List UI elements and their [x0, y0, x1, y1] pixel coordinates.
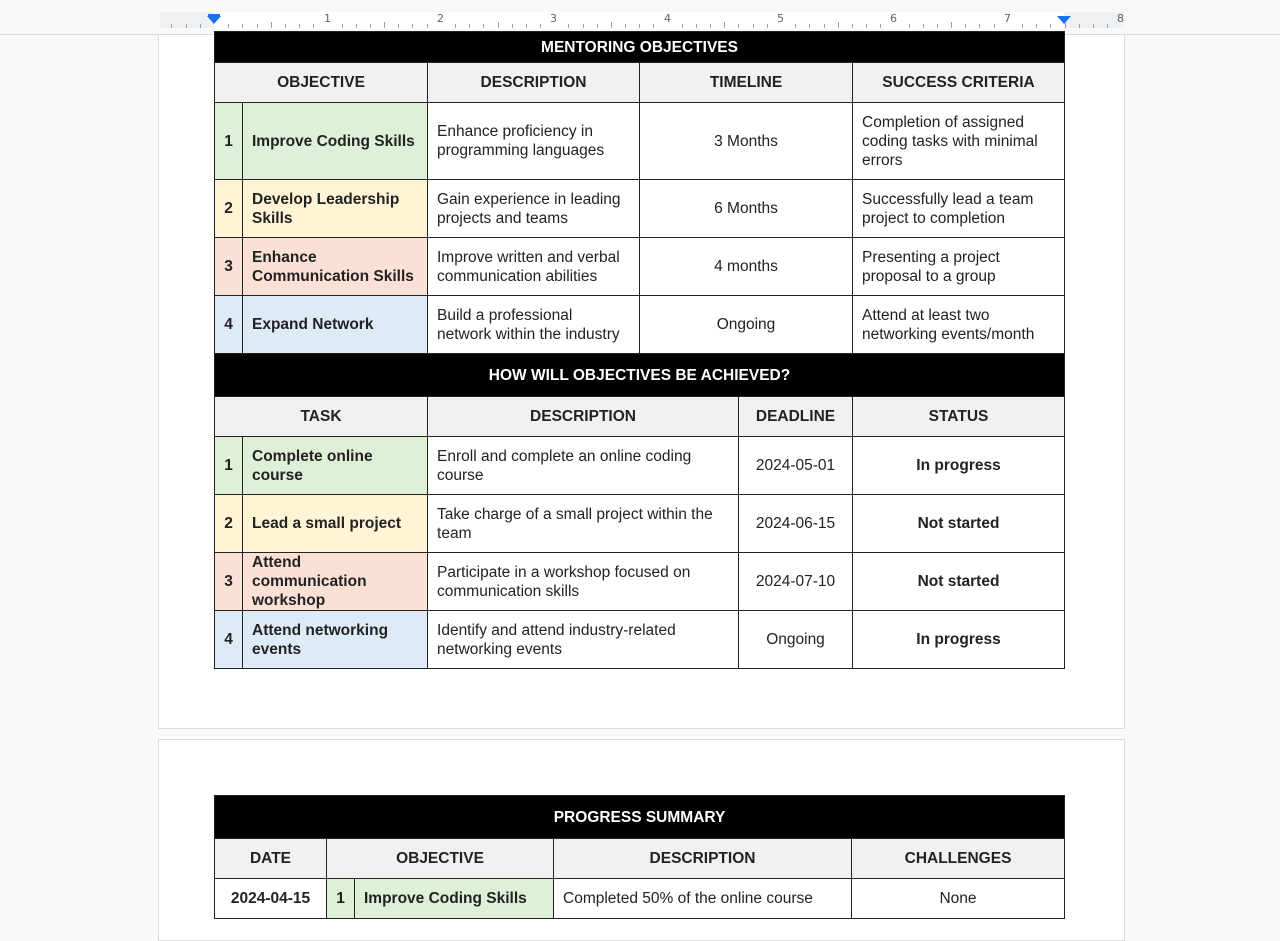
description-cell[interactable]: Take charge of a small project within the team — [428, 495, 739, 553]
ruler-number: 5 — [777, 12, 784, 25]
ruler-tick — [965, 24, 966, 28]
description-cell[interactable]: Participate in a workshop focused on communication skills — [428, 553, 739, 611]
ruler-tick — [568, 24, 569, 28]
ruler-tick — [880, 24, 881, 28]
ruler-tick — [483, 24, 484, 28]
challenges-cell[interactable]: None — [852, 879, 1065, 919]
ruler-tick — [384, 22, 385, 28]
ruler-tick — [200, 24, 201, 28]
ruler-tick — [370, 24, 371, 28]
ruler-number: 7 — [1004, 12, 1011, 25]
ruler-number: 4 — [664, 12, 671, 25]
row-number[interactable]: 2 — [215, 495, 243, 553]
left-indent-marker-icon[interactable] — [207, 16, 221, 24]
ruler-tick — [937, 24, 938, 28]
status-cell[interactable]: In progress — [853, 437, 1065, 495]
objective-name[interactable]: Improve Coding Skills — [355, 879, 554, 919]
ruler-tick — [242, 24, 243, 28]
date-cell[interactable]: 2024-04-15 — [215, 879, 327, 919]
ruler-tick — [526, 24, 527, 28]
ruler-tick — [412, 24, 413, 28]
column-header[interactable]: OBJECTIVE — [215, 63, 428, 103]
column-header[interactable]: TASK — [215, 397, 428, 437]
ruler-tick — [738, 24, 739, 28]
objective-name[interactable]: Enhance Communication Skills — [243, 238, 428, 296]
status-cell[interactable]: Not started — [853, 495, 1065, 553]
ruler-tick — [1093, 24, 1094, 28]
description-cell[interactable]: Enroll and complete an online coding course — [428, 437, 739, 495]
horizontal-ruler[interactable] — [0, 0, 1280, 35]
ruler-tick — [639, 24, 640, 28]
ruler-tick — [852, 24, 853, 28]
ruler-tick — [682, 24, 683, 28]
column-header[interactable]: DESCRIPTION — [554, 839, 852, 879]
ruler-tick — [171, 24, 172, 28]
column-header[interactable]: OBJECTIVE — [327, 839, 554, 879]
ruler-tick — [979, 24, 980, 28]
row-number[interactable]: 1 — [215, 103, 243, 180]
ruler-tick — [923, 24, 924, 28]
ruler-tick — [597, 24, 598, 28]
ruler-tick — [427, 24, 428, 28]
timeline-cell[interactable]: 3 Months — [640, 103, 853, 180]
table-row — [215, 296, 1065, 354]
task-name[interactable]: Lead a small project — [243, 495, 428, 553]
ruler-tick — [866, 24, 867, 28]
ruler-number: 2 — [437, 12, 444, 25]
description-cell[interactable]: Gain experience in leading projects and teams — [428, 180, 640, 238]
status-cell[interactable]: In progress — [853, 611, 1065, 669]
ruler-tick — [285, 24, 286, 28]
ruler-tick — [313, 24, 314, 28]
ruler-tick — [512, 24, 513, 28]
table-row — [215, 611, 1065, 669]
ruler-number: 6 — [890, 12, 897, 25]
ruler-tick — [356, 24, 357, 28]
ruler-tick — [951, 22, 952, 28]
deadline-cell[interactable]: Ongoing — [739, 611, 853, 669]
ruler-tick — [299, 24, 300, 28]
ruler-right-margin — [1064, 12, 1124, 28]
table-banner[interactable]: HOW WILL OBJECTIVES BE ACHIEVED? — [215, 354, 1065, 397]
ruler-tick — [342, 24, 343, 28]
task-name[interactable]: Complete online course — [243, 437, 428, 495]
ruler-tick — [767, 24, 768, 28]
ruler-tick — [611, 22, 612, 28]
ruler-tick — [838, 22, 839, 28]
table-row — [215, 879, 1065, 919]
column-header[interactable]: SUCCESS CRITERIA — [853, 63, 1065, 103]
criteria-cell[interactable]: Completion of assigned coding tasks with minimal errors — [853, 103, 1065, 180]
tasks-table — [214, 396, 1065, 669]
criteria-cell[interactable]: Successfully lead a team project to completion — [853, 180, 1065, 238]
task-name[interactable]: Attend networking events — [243, 611, 428, 669]
ruler-tick — [753, 24, 754, 28]
ruler-tick — [809, 24, 810, 28]
ruler-tick — [625, 24, 626, 28]
row-number[interactable]: 1 — [327, 879, 355, 919]
row-number[interactable]: 1 — [215, 437, 243, 495]
task-name[interactable]: Attend communication workshop — [243, 553, 428, 611]
ruler-tick — [398, 24, 399, 28]
description-cell[interactable]: Improve written and verbal communication abilities — [428, 238, 640, 296]
column-header[interactable]: CHALLENGES — [852, 839, 1065, 879]
column-header[interactable]: TIMELINE — [640, 63, 853, 103]
description-cell[interactable]: Completed 50% of the online course — [554, 879, 852, 919]
ruler-tick — [909, 24, 910, 28]
ruler-number: 8 — [1117, 12, 1124, 25]
mentoring-objectives-table — [214, 31, 1065, 397]
ruler-number: 3 — [550, 12, 557, 25]
ruler-tick — [724, 22, 725, 28]
ruler-tick — [994, 24, 995, 28]
objective-name[interactable]: Improve Coding Skills — [243, 103, 428, 180]
deadline-cell[interactable]: 2024-05-01 — [739, 437, 853, 495]
row-number[interactable]: 3 — [215, 238, 243, 296]
ruler-tick — [710, 24, 711, 28]
table-row — [215, 553, 1065, 611]
ruler-tick — [1079, 24, 1080, 28]
ruler-tick — [186, 24, 187, 28]
ruler-tick — [1036, 24, 1037, 28]
deadline-cell[interactable]: 2024-07-10 — [739, 553, 853, 611]
ruler-left-margin — [160, 12, 214, 28]
table-banner[interactable]: MENTORING OBJECTIVES — [215, 32, 1065, 63]
description-cell[interactable]: Build a professional network within the industry — [428, 296, 640, 354]
ruler-tick — [469, 24, 470, 28]
table-row — [215, 437, 1065, 495]
timeline-cell[interactable]: Ongoing — [640, 296, 853, 354]
ruler-tick — [824, 24, 825, 28]
description-cell[interactable]: Identify and attend industry-related networking events — [428, 611, 739, 669]
ruler-tick — [1022, 24, 1023, 28]
ruler-tick — [583, 24, 584, 28]
column-header[interactable]: DATE — [215, 839, 327, 879]
timeline-cell[interactable]: 4 months — [640, 238, 853, 296]
timeline-cell[interactable]: 6 Months — [640, 180, 853, 238]
table-row — [215, 495, 1065, 553]
status-cell[interactable]: Not started — [853, 553, 1065, 611]
right-indent-marker-icon[interactable] — [1057, 16, 1071, 24]
ruler-tick — [540, 24, 541, 28]
table-row — [215, 103, 1065, 180]
ruler-tick — [228, 24, 229, 28]
ruler-tick — [1107, 24, 1108, 28]
progress-summary-table — [214, 795, 1065, 919]
ruler-tick — [455, 24, 456, 28]
ruler-tick — [498, 22, 499, 28]
ruler-tick — [257, 24, 258, 28]
objective-name[interactable]: Expand Network — [243, 296, 428, 354]
row-number[interactable]: 2 — [215, 180, 243, 238]
ruler-tick — [795, 24, 796, 28]
ruler-number: 1 — [324, 12, 331, 25]
ruler-tick — [271, 22, 272, 28]
table-row — [215, 238, 1065, 296]
table-banner[interactable]: PROGRESS SUMMARY — [215, 796, 1065, 839]
ruler-tick — [1050, 24, 1051, 28]
ruler-tick — [696, 24, 697, 28]
ruler-tick — [653, 24, 654, 28]
row-number[interactable]: 4 — [215, 296, 243, 354]
table-row — [215, 180, 1065, 238]
row-number[interactable]: 3 — [215, 553, 243, 611]
column-header[interactable]: DEADLINE — [739, 397, 853, 437]
row-number[interactable]: 4 — [215, 611, 243, 669]
column-header[interactable]: DESCRIPTION — [428, 63, 640, 103]
column-header[interactable]: STATUS — [853, 397, 1065, 437]
description-cell[interactable]: Enhance proficiency in programming languages — [428, 103, 640, 180]
deadline-cell[interactable]: 2024-06-15 — [739, 495, 853, 553]
column-header[interactable]: DESCRIPTION — [428, 397, 739, 437]
criteria-cell[interactable]: Attend at least two networking events/month — [853, 296, 1065, 354]
objective-name[interactable]: Develop Leadership Skills — [243, 180, 428, 238]
criteria-cell[interactable]: Presenting a project proposal to a group — [853, 238, 1065, 296]
